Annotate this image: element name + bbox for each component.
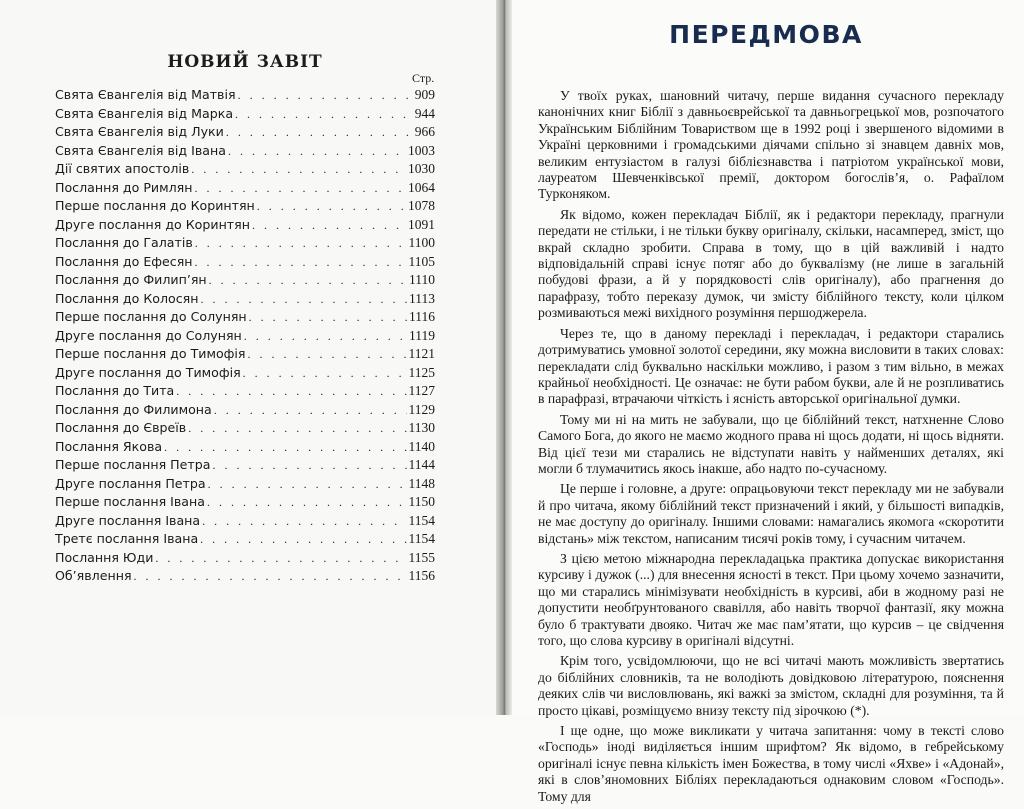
toc-entry (55, 530, 435, 549)
toc-entry-name: Перше послання до Тимофія (55, 346, 246, 361)
toc-entry-page: 1127 (408, 383, 435, 398)
toc-entry-name: Перше послання до Коринтян (55, 198, 255, 213)
toc-entry-page: 1156 (408, 568, 435, 583)
toc-entry-page: 1113 (409, 290, 435, 306)
toc-entry-name: Послання Юди (55, 549, 154, 565)
preface-title: ПЕРЕДМОВА (669, 20, 863, 49)
toc-dot-leader (202, 512, 406, 531)
toc-entry (55, 345, 435, 364)
toc-dot-leader (228, 142, 406, 161)
toc-entry-page: 1150 (408, 494, 435, 509)
toc-dot-leader (188, 419, 406, 438)
toc-entry-name: Перше послання до Солунян (55, 309, 247, 324)
toc-entry (55, 271, 435, 290)
toc-dot-leader (252, 216, 406, 235)
toc-entry (55, 567, 435, 586)
toc-entry (55, 308, 435, 327)
toc-dot-leader (238, 86, 413, 105)
toc-entry-name: Третє послання Івана (55, 531, 199, 546)
toc-dot-leader (257, 197, 406, 216)
toc-entry (55, 105, 435, 124)
toc-dot-leader (200, 530, 406, 549)
toc-entry-name: Перше послання Івана (55, 494, 205, 509)
toc-entry (55, 160, 435, 179)
toc-entry (55, 549, 435, 568)
toc-dot-leader (134, 567, 407, 586)
toc-entry (55, 475, 435, 494)
toc-entry-name: Послання до Ефесян (55, 253, 193, 269)
toc-list (55, 86, 435, 586)
toc-entry-page: 1091 (408, 216, 435, 232)
toc-dot-leader (195, 253, 407, 272)
preface-paragraph: І ще одне, що може викликати у читача запитання: чому в тексті слово «Господь» іноді виділяється іншим шрифтом? Як відомо, в гебрейському оригіналі існує певна кількість імен Божества, в тому числі «Яхве» і «Адонай», які в слов’яномовних Бібліях перекладаються однаковим словом «Господь». Тому для (538, 723, 1004, 804)
toc-entry-name: Свята Євангелія від Марка (55, 105, 234, 121)
toc-entry (55, 86, 435, 105)
toc-entry-page: 1144 (408, 457, 435, 472)
toc-entry-page: 1130 (408, 420, 435, 435)
toc-entry (55, 197, 435, 216)
toc-entry-name: Друге послання до Коринтян (55, 216, 250, 232)
toc-dot-leader (214, 401, 407, 420)
toc-title: НОВИЙ ЗАВІТ (167, 52, 323, 72)
toc-entry (55, 179, 435, 198)
toc-entry-page: 1140 (408, 438, 435, 454)
toc-dot-leader (244, 327, 407, 346)
toc-dot-leader (212, 456, 406, 475)
toc-entry-name: Послання до Євреїв (55, 420, 187, 435)
book-gutter (496, 0, 512, 715)
toc-entry (55, 512, 435, 531)
toc-dot-leader (207, 493, 407, 512)
toc-entry-name: Дії святих апостолів (55, 161, 190, 176)
preface-paragraph: Через те, що в даному перекладі і перекладач, і редактори старались дотримуватись умовної золотої середини, яку можна висловити в таких словах: перекладати слід буквально наскільки можливо, і разом з тим вільно, в межах крайньої необхідності. Це означає: не бути рабом букви, але й не розпливатись в парафразі, втрачаючи чіткість і ясність авторської оригінальної думки. (538, 325, 1004, 407)
preface-paragraph: Крім того, усвідомлюючи, що не всі читачі мають можливість звертатись до біблійних словників, та не володіють довідковою літературою, пояснення деяких слів чи висловлювань, які важкі за змістом, складні для розуміння, та й просто цікаві, розміщуємо внизу тексту під зірочкою (*). (538, 653, 1004, 718)
preface-paragraph: З цією метою міжнародна перекладацька практика допускає використання курсиву і дужок (...) для внесення ясності в текст. При цьому хочемо зазначити, що ми старались мінімізувати необхідність в курсиві, аби в жодному разі не допустити необґрунтованого свавілля, або навіть творчої фантазії, яку можна було б трактувати двояко. Читач же має пам’ятати, що курсив – це свідчення того, що слова курсиву в оригіналі відсутні. (538, 550, 1004, 648)
toc-dot-leader (243, 364, 407, 383)
toc-entry (55, 493, 435, 512)
toc-entry-page: 944 (414, 105, 435, 121)
toc-dot-leader (194, 179, 406, 198)
toc-entry-name: Друге послання до Солунян (55, 327, 242, 343)
toc-entry-page: 1100 (408, 235, 435, 250)
toc-dot-leader (209, 271, 407, 290)
toc-entry-name: Перше послання Петра (55, 457, 211, 472)
toc-entry (55, 216, 435, 235)
toc-entry-page: 1119 (409, 327, 435, 343)
toc-entry (55, 234, 435, 253)
toc-entry-name: Послання до Колосян (55, 290, 199, 306)
toc-entry-name: Послання до Галатів (55, 235, 193, 250)
toc-entry-page: 1003 (408, 142, 435, 158)
preface-paragraph: Це перше і головне, а друге: опрацьовуючи текст перекладу ми не забували й про читача, якому біблійний текст призначений і який, у більшості випадків, не має доступу до оригіналу. Іншими словами: намагались якомога «скоротити відстань» між текстом, написаним тисячі років тому, і сучасним читачем. (538, 481, 1004, 546)
toc-entry-name: Свята Євангелія від Матвія (55, 87, 236, 102)
toc-entry-page: 1155 (408, 549, 435, 565)
toc-entry-name: Об’явлення (55, 568, 132, 583)
toc-entry-name: Друге послання Івана (55, 512, 201, 528)
toc-page-column-label: Стр. (412, 71, 435, 85)
preface-body (538, 88, 1004, 809)
toc-entry-page: 1125 (408, 364, 435, 380)
toc-entry (55, 142, 435, 161)
toc-entry-name: Друге послання Петра (55, 475, 206, 491)
toc-entry-name: Послання до Римлян (55, 179, 193, 195)
toc-entry-page: 1154 (408, 512, 435, 528)
preface-paragraph: Тому ми ні на мить не забували, що це біблійний текст, натхненне Слово Самого Бога, до якого не маємо жодного права ні щось додати, ні щось відняти. Від цієї тези ми старались не відступати навіть у найменших деталях, які могли б тлумачитись якось інакше, або надто по-сучасному. (538, 411, 1004, 476)
toc-entry-page: 1064 (408, 179, 435, 195)
toc-entry (55, 123, 435, 142)
toc-entry (55, 290, 435, 309)
toc-entry-name: Послання до Тита (55, 383, 175, 398)
toc-dot-leader (249, 308, 407, 327)
toc-dot-leader (226, 123, 413, 142)
toc-entry (55, 438, 435, 457)
toc-entry-page: 1148 (408, 475, 435, 491)
toc-entry (55, 253, 435, 272)
preface-paragraph: Як відомо, кожен перекладач Біблії, як і редактори перекладу, прагнули передати не стільки, і не тільки букву оригіналу, скільки, насамперед, зміст, що вкрай складно зробити. Справа в тому, що в цій важливій і надто відповідальній справі існує потяг або до буквалізму (не лише в загальній побудові фрази, а й у порядковості слів оригіналу), або прагнення до парафразу, тобто переказу думок, чи змісту біблійного тексту, коли цілком розмиваються межі вихідного розуміння першоджерела. (538, 206, 1004, 321)
toc-dot-leader (155, 549, 406, 568)
toc-entry-page: 1116 (409, 309, 435, 324)
toc-entry-page: 1030 (408, 161, 435, 176)
toc-entry-name: Послання до Филип’ян (55, 272, 207, 287)
toc-entry-name: Друге послання до Тимофія (55, 364, 241, 380)
toc-entry (55, 456, 435, 475)
toc-entry-page: 1105 (408, 253, 435, 269)
toc-entry-name: Послання Якова (55, 438, 163, 454)
toc-dot-leader (191, 160, 406, 179)
toc-entry (55, 419, 435, 438)
toc-entry-page: 909 (414, 87, 435, 102)
toc-entry (55, 364, 435, 383)
toc-entry-page: 1121 (408, 346, 435, 361)
toc-entry-name: Послання до Филимона (55, 401, 212, 417)
toc-dot-leader (164, 438, 406, 457)
toc-entry-page: 1154 (408, 531, 435, 546)
toc-entry (55, 401, 435, 420)
toc-entry-page: 1078 (408, 198, 435, 213)
toc-dot-leader (176, 382, 406, 401)
preface-paragraph: У твоїх руках, шановний читачу, перше видання сучасного перекладу канонічних книг Біблії з давньоєврейської та давньогрецької мов, розпочатого Українським Біблійним Товариством ще в 1992 році і звершеного відомими в Україні церковними і громадськими діячами спільно зі знавцем давніх мов, великим ентузіастом в галузі біблієзнавства і патріотом української мови, лауреатом Шевченківської премії, доктором богослів’я, о. Рафаїлом Турконяком. (538, 88, 1004, 202)
toc-entry (55, 382, 435, 401)
toc-dot-leader (200, 290, 407, 309)
toc-entry-page: 1110 (409, 272, 435, 287)
toc-dot-leader (248, 345, 407, 364)
toc-entry-name: Свята Євангелія від Луки (55, 124, 224, 139)
toc-entry-page: 1129 (408, 401, 435, 417)
toc-dot-leader (195, 234, 407, 253)
toc-entry-name: Свята Євангелія від Івана (55, 142, 226, 158)
toc-entry-page: 966 (414, 124, 435, 139)
toc-dot-leader (235, 105, 413, 124)
toc-dot-leader (208, 475, 407, 494)
toc-entry (55, 327, 435, 346)
